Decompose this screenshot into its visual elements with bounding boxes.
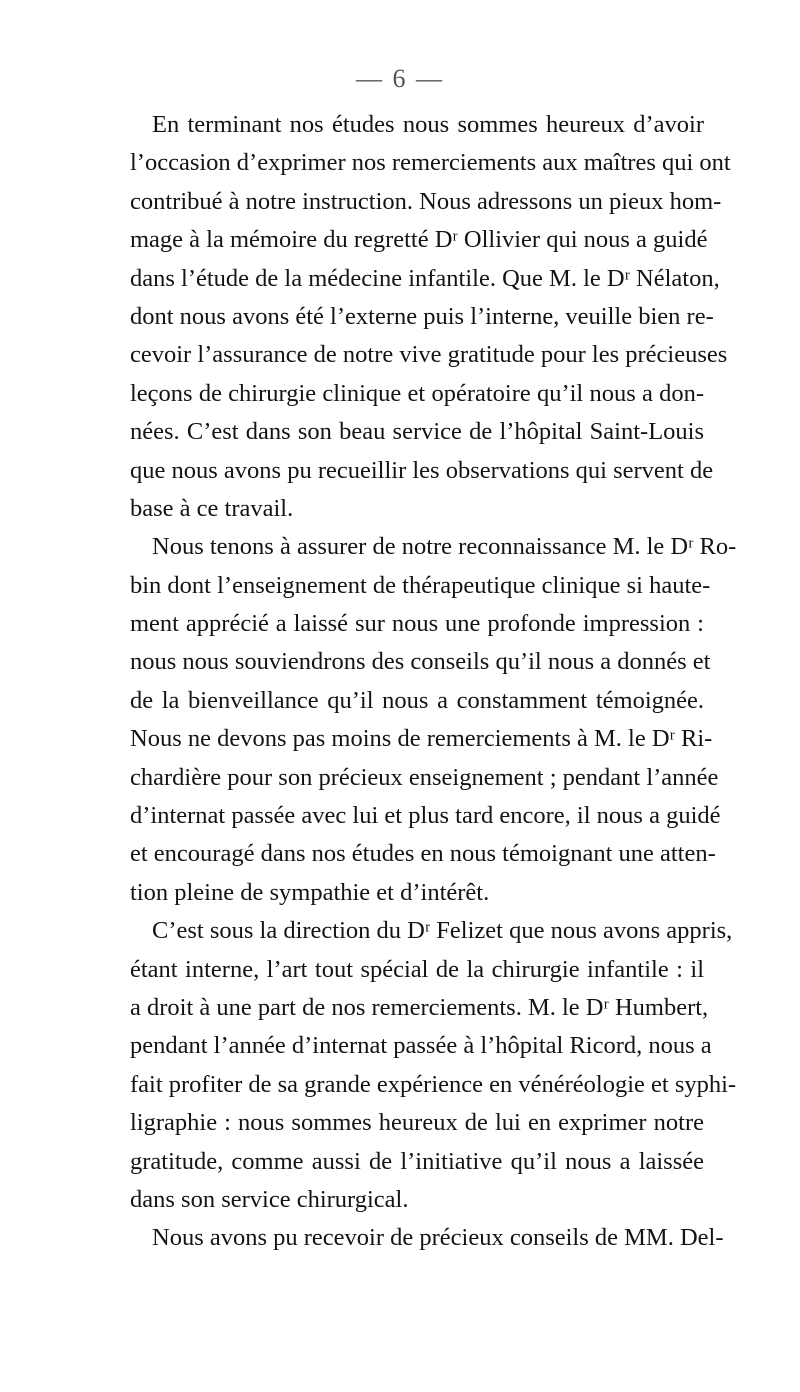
- text-line: chardière pour son précieux enseignement ; pendant l’année: [130, 763, 719, 791]
- text-line: a droit à une part de nos remerciements. M. le Dʳ Humbert,: [130, 993, 709, 1021]
- text-line: leçons de chirurgie clinique et opératoire qu’il nous a don-: [130, 379, 704, 407]
- text-line: nées. C’est dans son beau service de l’hôpital Saint-Louis: [130, 418, 704, 446]
- text-line: étant interne, l’art tout spécial de la chirurgie infantile : il: [130, 955, 704, 983]
- body-text: [130, 106, 737, 1258]
- text-line: ligraphie : nous sommes heureux de lui en exprimer notre: [130, 1109, 704, 1137]
- text-line: fait profiter de sa grande expérience en vénéréologie et syphi-: [130, 1070, 737, 1098]
- text-line: de la bienveillance qu’il nous a constamment témoignée.: [130, 686, 704, 714]
- text-line: et encouragé dans nos études en nous témoignant une atten-: [130, 840, 716, 868]
- text-line: En terminant nos études nous sommes heureux d’avoir: [152, 111, 704, 138]
- text-line: contribué à notre instruction. Nous adressons un pieux hom-: [130, 187, 722, 215]
- paragraph-4: [130, 1219, 724, 1257]
- paragraph-1: [130, 106, 731, 528]
- text-line: bin dont l’enseignement de thérapeutique clinique si haute-: [130, 571, 711, 599]
- page-number: — 6 —: [356, 64, 444, 93]
- text-line: dans l’étude de la médecine infantile. Que M. le Dʳ Nélaton,: [130, 264, 720, 292]
- text-line: C’est sous la direction du Dʳ Felizet que nous avons appris,: [152, 917, 733, 945]
- text-line: cevoir l’assurance de notre vive gratitude pour les précieuses: [130, 341, 728, 369]
- text-line: Nous tenons à assurer de notre reconnaissance M. le Dʳ Ro-: [152, 533, 737, 561]
- paragraph-2: [130, 528, 737, 912]
- text-line: gratitude, comme aussi de l’initiative qu’il nous a laissée: [130, 1147, 704, 1175]
- text-line: mage à la mémoire du regretté Dʳ Ollivier qui nous a guidé: [130, 226, 708, 254]
- text-line: que nous avons pu recueillir les observations qui servent de: [130, 456, 714, 484]
- text-line: Nous avons pu recevoir de précieux conseils de MM. Del-: [152, 1224, 724, 1252]
- text-line: d’internat passée avec lui et plus tard encore, il nous a guidé: [130, 802, 721, 830]
- text-line: ment apprécié a laissé sur nous une profonde impression :: [130, 610, 704, 638]
- text-line: tion pleine de sympathie et d’intérêt.: [130, 878, 490, 906]
- text-line: base à ce travail.: [130, 494, 294, 522]
- text-line: dont nous avons été l’externe puis l’interne, veuille bien re-: [130, 302, 714, 330]
- text-line: l’occasion d’exprimer nos remerciements aux maîtres qui ont: [130, 149, 731, 177]
- text-line: nous nous souviendrons des conseils qu’il nous a donnés et: [130, 648, 711, 676]
- text-line: dans son service chirurgical.: [130, 1185, 409, 1213]
- text-line: Nous ne devons pas moins de remerciements à M. le Dʳ Ri-: [130, 725, 713, 753]
- paragraph-3: [130, 912, 737, 1219]
- text-line: pendant l’année d’internat passée à l’hôpital Ricord, nous a: [130, 1032, 712, 1060]
